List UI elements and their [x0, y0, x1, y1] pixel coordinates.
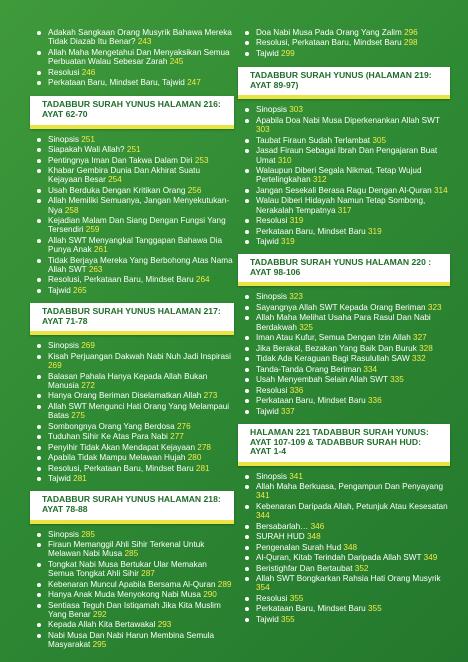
toc-entry-title: Tidak Ada Keraguan Bagi Rasulullah SAW: [256, 354, 410, 364]
toc-entry-title: Apabila Tidak Mampu Melawan Hujah: [48, 453, 186, 463]
toc-entry: [242, 237, 450, 246]
toc-entry: [242, 574, 450, 593]
toc-entry-title: Allah Maha Melihat Usaha Para Rasul Dan Nabi Berdakwah: [256, 313, 431, 332]
toc-entry-title: Siapakah Wali Allah?: [48, 145, 125, 155]
toc-page-number: 245: [169, 57, 184, 67]
toc-entry: [34, 156, 234, 165]
toc-entry: [34, 135, 234, 144]
toc-page-number: 336: [289, 385, 304, 395]
toc-page-number: 254: [108, 175, 122, 185]
toc-page-number: 296: [404, 28, 418, 37]
toc-page-number: 344: [256, 511, 270, 521]
toc-page-number: 319: [281, 237, 295, 246]
toc-entry-title: Kisah Perjuangan Dakwah Nabi Nuh Jadi Inspirasi: [48, 351, 231, 361]
section-list: [242, 105, 450, 246]
toc-entry-title: Resolusi, Perkataan Baru, Mindset Baru: [48, 463, 194, 473]
toc-entry-title: Walaupun Diberi Segala Nikmat, Tetap Wujud Pertelingkahan: [256, 165, 422, 185]
toc-entry-title: Tajwid: [48, 474, 71, 484]
toc-page-number: 263: [88, 264, 103, 274]
toc-entry-title: Sinopsis: [48, 529, 79, 539]
toc-page-number: 335: [390, 375, 404, 385]
toc-entry-title: Tongkat Nabi Musa Bertukar Ular Memakan Semua Tongkat Ahli Sihir: [48, 559, 207, 579]
toc-entry-title: Allah Memiliki Semuanya, Jangan Menyekutukan-Nya: [48, 196, 230, 215]
toc-page-number: 273: [203, 391, 218, 401]
toc-entry-title: Sinopsis: [48, 341, 79, 351]
section-header: TADABBUR SURAH YUNUS HALAMAN 216: AYAT 62-70: [30, 96, 234, 128]
toc-entry: [34, 28, 234, 47]
toc-page-number: 314: [433, 185, 448, 195]
toc-entry: [34, 275, 234, 284]
toc-entry: [242, 386, 450, 395]
left-top-list: [34, 28, 234, 87]
toc-page-number: 287: [141, 569, 155, 579]
toc-entry: [34, 372, 234, 391]
toc-entry: [242, 292, 450, 301]
toc-page-number: 348: [306, 532, 321, 542]
toc-page-number: 327: [413, 333, 427, 343]
toc-entry-title: Walau Diberi Hidayah Namun Tetap Sombong, Nerakalah Tempatnya: [256, 196, 426, 215]
toc-entry: [242, 38, 450, 47]
toc-entry-title: Tuduhan Sihir Ke Atas Para Nabi: [48, 432, 168, 442]
toc-page-number: 298: [403, 38, 418, 48]
toc-page-number: 317: [337, 205, 352, 215]
toc-page-number: 251: [81, 134, 95, 144]
toc-entry-title: Al-Quran, Kitab Terindah Daripada Allah SWT: [256, 553, 422, 563]
toc-entry: [34, 48, 234, 67]
toc-page-number: 281: [195, 463, 210, 473]
toc-page-number: 341: [256, 491, 270, 501]
toc-entry-title: Tajwid: [48, 285, 71, 295]
toc-entry-title: Jangan Sesekali Berasa Ragu Dengan Al-Quran: [256, 185, 432, 195]
toc-page-number: 332: [411, 354, 426, 364]
toc-entry-title: Perkataan Baru, Mindset Baru: [256, 396, 366, 406]
toc-page-number: 354: [256, 583, 270, 593]
toc-entry-title: Allah Maha Mengetahui Dan Menyaksikan Semua Perbuatan Walau Sebesar Zarah: [48, 47, 230, 67]
toc-entry-title: Sentiasa Teguh Dan Istiqamah Jika Kita Muslim Yang Benar: [48, 600, 221, 619]
toc-entry-title: Tajwid: [256, 237, 279, 246]
toc-entry-title: Perkataan Baru, Mindset Baru, Tajwid: [48, 78, 185, 88]
toc-entry: [34, 186, 234, 195]
toc-page-number: 269: [81, 341, 95, 351]
toc-page-number: 299: [281, 48, 295, 58]
toc-entry-title: Hanya Orang Beriman Diselamatkan Allah: [48, 391, 202, 401]
toc-page-number: 243: [137, 37, 152, 47]
toc-page-number: 290: [203, 590, 217, 600]
toc-page-number: 295: [92, 640, 107, 650]
toc-entry-title: Tajwid: [256, 48, 279, 58]
toc-entry: [242, 116, 450, 135]
toc-entry: [242, 216, 450, 225]
toc-entry: [34, 601, 234, 620]
toc-entry-title: Pengenalan Surah Hud: [256, 542, 342, 552]
toc-entry: [34, 236, 234, 255]
toc-entry-title: Resolusi: [48, 67, 80, 77]
right-column: [242, 0, 450, 625]
toc-page-number: 275: [71, 411, 85, 421]
toc-entry-title: Beristighfar Dan Bertaubat: [256, 563, 353, 573]
toc-page-number: 348: [343, 542, 358, 552]
toc-page-number: 264: [195, 275, 210, 285]
toc-entry: [242, 166, 450, 185]
toc-entry: [242, 396, 450, 405]
toc-entry-title: Allah Maha Berkuasa, Pengampun Dan Penyayang: [256, 482, 444, 492]
toc-entry: [242, 615, 450, 624]
right-top-list: [242, 28, 450, 58]
toc-entry-title: Hanya Anak Muda Menyokong Nabi Musa: [48, 590, 201, 600]
toc-entry: [242, 105, 450, 114]
toc-entry: [242, 553, 450, 562]
section-header: TADABBUR SURAH YUNUS HALAMAN 218: AYAT 78-88: [30, 491, 234, 523]
toc-entry-title: Resolusi: [256, 593, 288, 603]
toc-page-number: 256: [187, 185, 202, 195]
toc-page-number: 259: [85, 225, 100, 235]
toc-entry: [34, 530, 234, 539]
toc-entry: [242, 344, 450, 353]
toc-entry: [34, 540, 234, 559]
toc-page-number: 355: [281, 614, 295, 624]
toc-entry-title: Kebenaran Daripada Allah, Petunjuk Atau Kesesatan: [256, 501, 448, 511]
toc-entry-title: Jika Berakal, Bezakan Yang Baik Dan Buruk: [256, 343, 417, 353]
section-header: TADABBUR SURAH YUNUS HALAMAN 217: AYAT 71-78: [30, 303, 234, 335]
toc-entry: [242, 543, 450, 552]
toc-page-number: 303: [289, 105, 303, 115]
toc-entry-title: Sombongnya Orang Yang Berdosa: [48, 421, 175, 431]
toc-entry-title: Resolusi, Perkataan Baru, Mindset Baru: [48, 275, 194, 285]
section-header: TADABBUR SURAH YUNUS HALAMAN 220 : AYAT 98-106: [238, 254, 450, 286]
toc-entry: [34, 216, 234, 235]
toc-entry-title: Penyihir Tidak Akan Mendapat Kejayaan: [48, 442, 196, 452]
toc-page-number: 334: [363, 364, 378, 374]
toc-entry: [242, 49, 450, 58]
toc-entry: [34, 68, 234, 77]
toc-entry: [34, 443, 234, 452]
toc-page-number: 325: [299, 322, 313, 332]
toc-page-number: 285: [81, 529, 95, 539]
toc-page-number: 247: [187, 78, 201, 88]
section-list: [34, 341, 234, 483]
toc-entry: [242, 594, 450, 603]
toc-entry: [34, 196, 234, 215]
toc-page-number: 277: [170, 432, 184, 442]
toc-entry-title: Doa Nabi Musa Pada Orang Yang Zalim: [256, 28, 402, 37]
toc-entry: [34, 256, 234, 275]
toc-page-number: 269: [48, 361, 62, 371]
toc-entry-title: Balasan Pahala Hanya Kepada Allah Bukan Manusia: [48, 371, 208, 390]
toc-page-number: 246: [81, 67, 96, 77]
toc-page-number: 289: [217, 579, 232, 589]
toc-entry: [242, 313, 450, 332]
toc-page-number: 312: [312, 175, 327, 185]
toc-entry: [34, 631, 234, 650]
toc-entry-title: Usah Menyembah Selain Allah SWT: [256, 375, 388, 385]
toc-entry: [242, 227, 450, 236]
toc-entry: [242, 375, 450, 384]
toc-entry: [242, 28, 450, 37]
toc-entry: [34, 422, 234, 431]
toc-entry-title: Sinopsis: [48, 134, 79, 144]
toc-entry-title: Perkataan Baru, Mindset Baru: [256, 226, 366, 236]
toc-page-number: 292: [92, 609, 107, 619]
toc-entry-title: Jasad Firaun Sebagai Ibrah Dan Pengajaran Buat Umat: [256, 146, 438, 165]
section-list: [242, 472, 450, 625]
section-list: [34, 135, 234, 296]
toc-page-number: 352: [354, 563, 369, 573]
toc-page-number: 276: [176, 421, 191, 431]
section-list: [242, 292, 450, 415]
toc-entry-title: Resolusi: [256, 385, 288, 395]
toc-page-number: 323: [427, 302, 442, 312]
toc-page-number: 303: [256, 125, 270, 135]
toc-entry: [34, 145, 234, 154]
toc-page-number: 258: [64, 205, 79, 215]
toc-entry: [242, 522, 450, 531]
toc-entry-title: Adakah Sangkaan Orang Musyrik Bahawa Mereka Tidak Diazab Itu Benar?: [48, 28, 232, 47]
toc-entry: [242, 472, 450, 481]
toc-entry: [34, 620, 234, 629]
toc-page-number: 280: [187, 453, 202, 463]
toc-entry-title: Sinopsis: [256, 292, 287, 302]
toc-entry-title: Sinopsis: [256, 105, 287, 115]
toc-page-number: 346: [310, 521, 325, 531]
toc-entry: [242, 482, 450, 501]
toc-page-number: 272: [81, 380, 95, 390]
toc-page-number: 251: [126, 145, 141, 155]
toc-entry: [34, 352, 234, 371]
toc-page-number: 281: [73, 474, 87, 484]
toc-entry: [242, 604, 450, 613]
toc-entry-title: Iman Atau Kufur, Semua Dengan Izin Allah: [256, 333, 411, 343]
toc-page-number: 293: [157, 620, 172, 630]
toc-page-number: 278: [197, 442, 211, 452]
toc-entry-title: Resolusi, Perkataan Baru, Mindset Baru: [256, 38, 402, 48]
toc-page-number: 349: [423, 553, 438, 563]
toc-entry: [242, 333, 450, 342]
toc-entry: [242, 186, 450, 195]
toc-page-number: 337: [281, 406, 295, 416]
toc-entry: [34, 341, 234, 350]
section-header: TADABBUR SURAH YUNUS (HALAMAN 219: AYAT 89-97): [238, 67, 450, 99]
toc-entry-title: Allah SWT Bongkarkan Rahsia Hati Orang Musyrik: [256, 574, 441, 584]
toc-entry-title: Khabar Gembira Dunia Dan Akhirat Suatu Kejayaan Besar: [48, 165, 201, 185]
toc-entry: [34, 432, 234, 441]
left-column: [34, 0, 234, 651]
toc-page-number: 341: [289, 471, 303, 481]
toc-entry: [242, 564, 450, 573]
toc-entry: [242, 303, 450, 312]
toc-page-number: 285: [124, 549, 139, 559]
toc-entry-title: Tajwid: [256, 406, 279, 416]
toc-page-number: 253: [194, 155, 209, 165]
toc-entry: [242, 407, 450, 416]
section-header: HALAMAN 221 TADABBUR SURAH YUNUS: AYAT 107-109 & TADABBUR SURAH HUD: AYAT 1-4: [238, 424, 450, 466]
toc-page-number: 310: [277, 155, 292, 165]
toc-entry-title: Sayangnya Allah SWT Kepada Orang Beriman: [256, 302, 426, 312]
toc-entry: [34, 453, 234, 462]
toc-entry-title: Usah Berduka Dengan Kritikan Orang: [48, 185, 186, 195]
toc-entry: [242, 354, 450, 363]
toc-entry-title: Tidak Berjaya Mereka Yang Berbohong Atas Nama Allah SWT: [48, 255, 233, 274]
toc-entry-title: Allah SWT Mengunci Hati Orang Yang Melampaui Batas: [48, 401, 230, 421]
toc-entry-title: Kebenaran Muncul Apabila Bersama Al-Quran: [48, 579, 216, 589]
toc-entry: [242, 196, 450, 215]
toc-page-number: 305: [372, 135, 387, 145]
toc-page-number: 319: [367, 226, 382, 236]
toc-entry-title: SURAH HUD: [256, 532, 305, 542]
toc-entry-title: Apabila Doa Nabi Musa Diperkenankan Allah SWT: [256, 115, 440, 125]
toc-entry: [242, 502, 450, 521]
toc-entry: [242, 365, 450, 374]
toc-entry: [34, 590, 234, 599]
toc-entry: [34, 580, 234, 589]
toc-entry: [242, 146, 450, 165]
toc-entry: [34, 78, 234, 87]
toc-page-number: 265: [73, 285, 87, 295]
toc-entry: [242, 136, 450, 145]
toc-entry-title: Resolusi: [256, 216, 288, 226]
toc-entry: [34, 560, 234, 579]
toc-page-number: 319: [289, 216, 304, 226]
toc-entry-title: Kepada Allah Kita Bertawakal: [48, 620, 156, 630]
toc-page-number: 328: [419, 343, 433, 353]
toc-entry-title: Bersabarlah…: [256, 521, 309, 531]
toc-entry-title: Taubat Firaun Sudah Terlambat: [256, 135, 371, 145]
section-list: [34, 530, 234, 650]
toc-entry: [34, 402, 234, 421]
toc-entry-title: Allah SWT Menyangkal Tanggapan Bahawa Dia Punya Anak: [48, 235, 223, 255]
toc-entry-title: Nabi Musa Dan Nabi Harun Membina Semula Masyarakat: [48, 630, 215, 650]
toc-entry: [34, 166, 234, 185]
toc-entry: [242, 532, 450, 541]
toc-entry-title: Kejadian Malam Dan Siang Dengan Fungsi Yang Tersendiri: [48, 216, 226, 235]
toc-entry-title: Sinopsis: [256, 471, 287, 481]
toc-entry: [34, 391, 234, 400]
toc-entry: [34, 286, 234, 295]
toc-page-number: 323: [289, 292, 303, 302]
toc-page-number: 261: [93, 245, 108, 255]
toc-entry-title: Tajwid: [256, 614, 279, 624]
toc-page-number: 336: [367, 396, 382, 406]
toc-page-number: 355: [289, 593, 304, 603]
toc-entry-title: Perkataan Baru, Mindset Baru: [256, 604, 366, 614]
toc-page-number: 355: [367, 604, 382, 614]
toc-entry-title: Tanda-Tanda Orang Beriman: [256, 364, 362, 374]
toc-entry: [34, 474, 234, 483]
toc-entry: [34, 464, 234, 473]
toc-entry-title: Firaun Memanggil Ahli Sihir Terkenal Untuk Melawan Nabi Musa: [48, 540, 205, 559]
toc-entry-title: Pentingnya Iman Dan Takwa Dalam Diri: [48, 155, 193, 165]
